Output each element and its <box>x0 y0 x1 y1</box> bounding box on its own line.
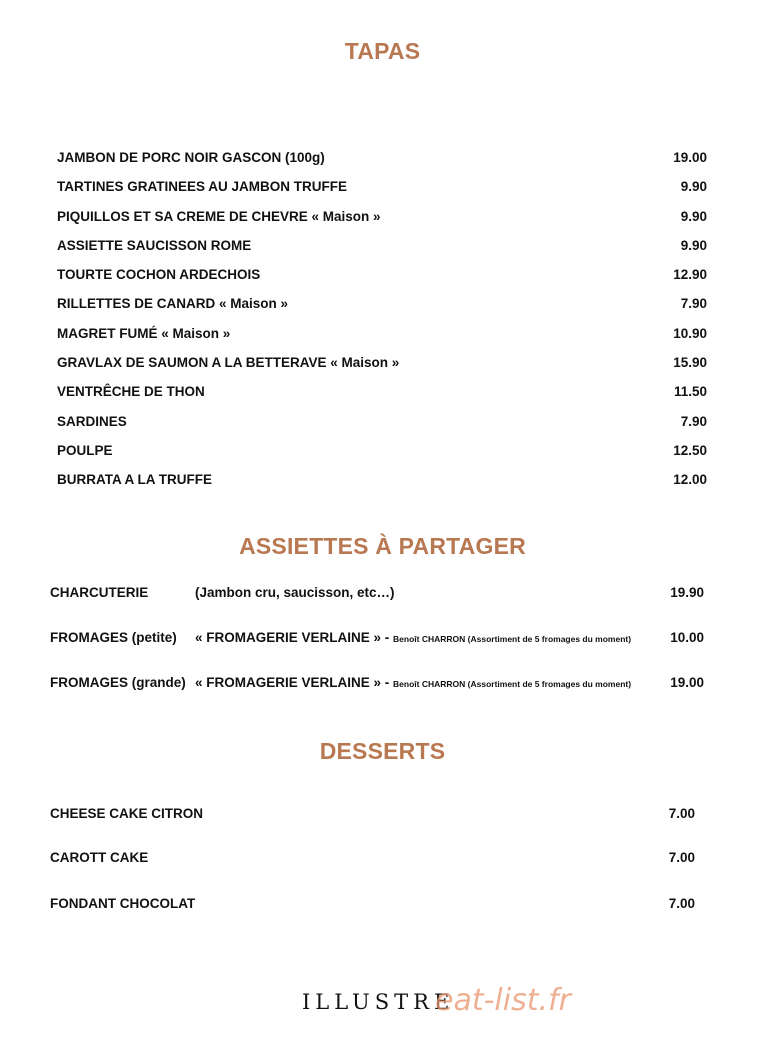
menu-item <box>57 178 707 196</box>
menu-item-price: 7.00 <box>668 896 695 911</box>
menu-item <box>57 442 707 460</box>
menu-item-price: 11.50 <box>673 384 707 399</box>
desserts-title: DESSERTS <box>319 738 446 764</box>
menu-item-price: 12.50 <box>673 443 707 458</box>
menu-item <box>57 149 707 167</box>
menu-item <box>50 849 695 867</box>
menu-item-desc-text: « FROMAGERIE VERLAINE » - <box>195 630 390 645</box>
menu-item-name: CHEESE CAKE CITRON <box>50 806 204 821</box>
menu-item <box>50 805 695 823</box>
menu-item-name: FROMAGES (grande) <box>50 675 186 690</box>
menu-item-price: 9.90 <box>680 179 707 194</box>
brand-logo: ILLUSTRE <box>302 990 455 1014</box>
menu-item-description <box>195 674 631 693</box>
menu-item-price: 7.90 <box>680 296 707 311</box>
menu-item-name: TARTINES GRATINEES AU JAMBON TRUFFE <box>57 179 347 194</box>
menu-item <box>50 895 695 913</box>
menu-item-name: FROMAGES (petite) <box>50 630 177 645</box>
menu-item-price: 19.00 <box>670 675 704 690</box>
menu-item <box>50 584 704 602</box>
menu-item-price: 10.90 <box>673 326 707 341</box>
menu-item-description <box>195 629 631 648</box>
menu-item <box>50 674 704 692</box>
menu-item-name: CAROTT CAKE <box>50 850 149 865</box>
menu-item-name: GRAVLAX DE SAUMON A LA BETTERAVE « Maison » <box>57 355 400 370</box>
menu-item-name: SARDINES <box>57 414 127 429</box>
share-title: ASSIETTES À PARTAGER <box>239 533 526 559</box>
menu-item-detail: Benoît CHARRON (Assortiment de 5 fromages du moment) <box>393 679 632 689</box>
menu-item-price: 19.00 <box>673 150 707 165</box>
menu-item <box>57 471 707 489</box>
menu-item <box>57 325 707 343</box>
menu-item-price: 10.00 <box>670 630 704 645</box>
menu-item-price: 15.90 <box>673 355 707 370</box>
menu-item-price: 9.90 <box>680 238 707 253</box>
menu-item-price: 7.90 <box>680 414 707 429</box>
watermark: eat-list.fr <box>435 983 571 1018</box>
menu-item-price: 19.90 <box>670 585 704 600</box>
menu-item-name: CHARCUTERIE <box>50 585 149 600</box>
menu-item <box>57 354 707 372</box>
menu-item-detail: Benoît CHARRON (Assortiment de 5 fromages du moment) <box>393 634 632 644</box>
menu-item <box>57 383 707 401</box>
menu-item <box>57 208 707 226</box>
menu-item-name: JAMBON DE PORC NOIR GASCON (100g) <box>57 150 325 165</box>
menu-item-desc-text: « FROMAGERIE VERLAINE » - <box>195 675 390 690</box>
menu-item-price: 12.90 <box>673 267 707 282</box>
menu-item <box>50 629 704 647</box>
menu-item-name: BURRATA A LA TRUFFE <box>57 472 212 487</box>
menu-item-desc-text: (Jambon cru, saucisson, etc…) <box>195 585 395 600</box>
menu-item-name: TOURTE COCHON ARDECHOIS <box>57 267 261 282</box>
menu-item-description <box>195 584 395 602</box>
menu-item-price: 9.90 <box>680 209 707 224</box>
menu-item <box>57 237 707 255</box>
menu-item-name: PIQUILLOS ET SA CREME DE CHEVRE « Maison » <box>57 209 381 224</box>
menu-item-name: RILLETTES DE CANARD « Maison » <box>57 296 289 311</box>
menu-item-price: 7.00 <box>668 850 695 865</box>
tapas-title: TAPAS <box>344 38 421 64</box>
menu-item-name: FONDANT CHOCOLAT <box>50 896 196 911</box>
menu-item <box>57 266 707 284</box>
menu-item-name: ASSIETTE SAUCISSON ROME <box>57 238 252 253</box>
menu-item <box>57 413 707 431</box>
menu-item-name: VENTRÊCHE DE THON <box>57 384 205 399</box>
menu-item <box>57 295 707 313</box>
menu-item-price: 7.00 <box>668 806 695 821</box>
menu-item-price: 12.00 <box>673 472 707 487</box>
menu-item-name: POULPE <box>57 443 113 458</box>
menu-item-name: MAGRET FUMÉ « Maison » <box>57 326 231 341</box>
